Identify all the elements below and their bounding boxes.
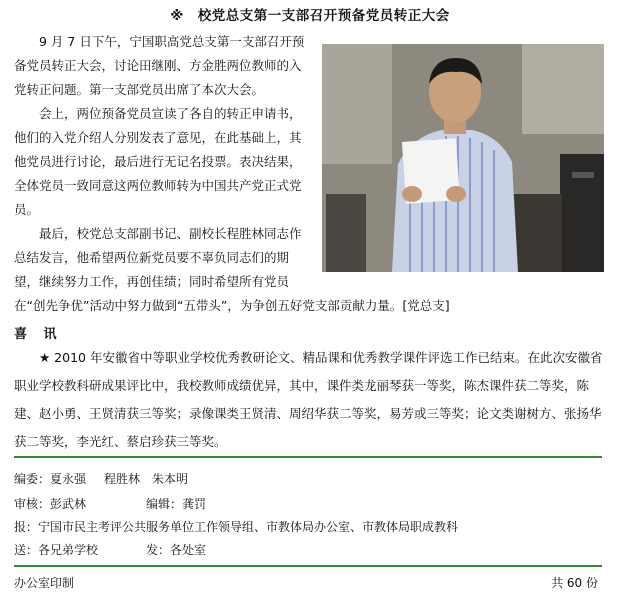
footer-printer: 办公室印制: [14, 576, 75, 590]
article-body: [14, 30, 604, 318]
article-paragraph-2: 会上，两位预备党员宣读了各自的转正申请书，他们的入党介绍人分别发表了意见，在此基础上，其他党员进行讨论，最后进行无记名投票。表决结果，全体党员一致同意这两位教师转为中国共产党正式党员。: [14, 106, 302, 217]
report-line: 报：宁国市民主考评公共服务单位工作领导组、市教体局办公室、市教体局职成教科: [14, 520, 459, 534]
editor-name-3: 朱本明: [152, 472, 189, 486]
distribute-to: 发：各处室: [146, 543, 207, 557]
article-title-text: 校党总支第一支部召开预备党员转正大会: [197, 8, 450, 24]
article-paragraph-3: 最后，校党总支部副书记、副校长程胜林同志作总结发言，他希望两位新党员要不辜负同志们的期望，继续努力工作，再创佳绩；同时希望所有党员在“创先争优”活动中努力做到“五带头”，为争创五好党支部贡献力量。[党总支]: [14, 226, 450, 313]
editor: 编辑：龚罚: [146, 497, 207, 511]
news-heading: 喜 讯: [14, 327, 63, 342]
editor-name-2: 程胜林: [104, 472, 141, 486]
speaker-photo-illustration: [322, 44, 604, 272]
footer-copies: 共 60 份: [551, 576, 598, 590]
divider-bottom: [14, 565, 602, 567]
reviewer: 审核：彭武林: [14, 497, 87, 511]
news-section: [14, 344, 604, 456]
review-line: [14, 494, 206, 514]
reference-mark: ※: [170, 8, 184, 24]
send-to: 送：各兄弟学校: [14, 543, 99, 557]
editors-label: 编委：夏永强: [14, 472, 87, 486]
article-title: [0, 4, 620, 24]
speaker-photo: [322, 44, 604, 272]
news-paragraph: ★ 2010 年安徽省中等职业学校优秀教研论文、精品课和优秀教学课件评选工作已结束。在此次安徽省职业学校教科研成果评比中，我校教师成绩优异，其中，课件类龙丽琴获一等奖，陈杰课件获二等奖，陈建、赵小勇、王贤清获三等奖；录像课类王贤清、周绍华获二等奖，易芳或三等奖；论文类谢树方、张扬华获二等奖，李光红、蔡启珍获三等奖。: [14, 350, 603, 449]
editors-line: [14, 469, 188, 489]
article-paragraph-1: 9 月 7 日下午，宁国职高党总支第一支部召开预备党员转正大会，讨论田继刚、方金胜两位教师的入党转正问题。第一支部党员出席了本次大会。: [14, 34, 305, 97]
send-line: [14, 540, 206, 560]
divider-top: [14, 456, 602, 458]
